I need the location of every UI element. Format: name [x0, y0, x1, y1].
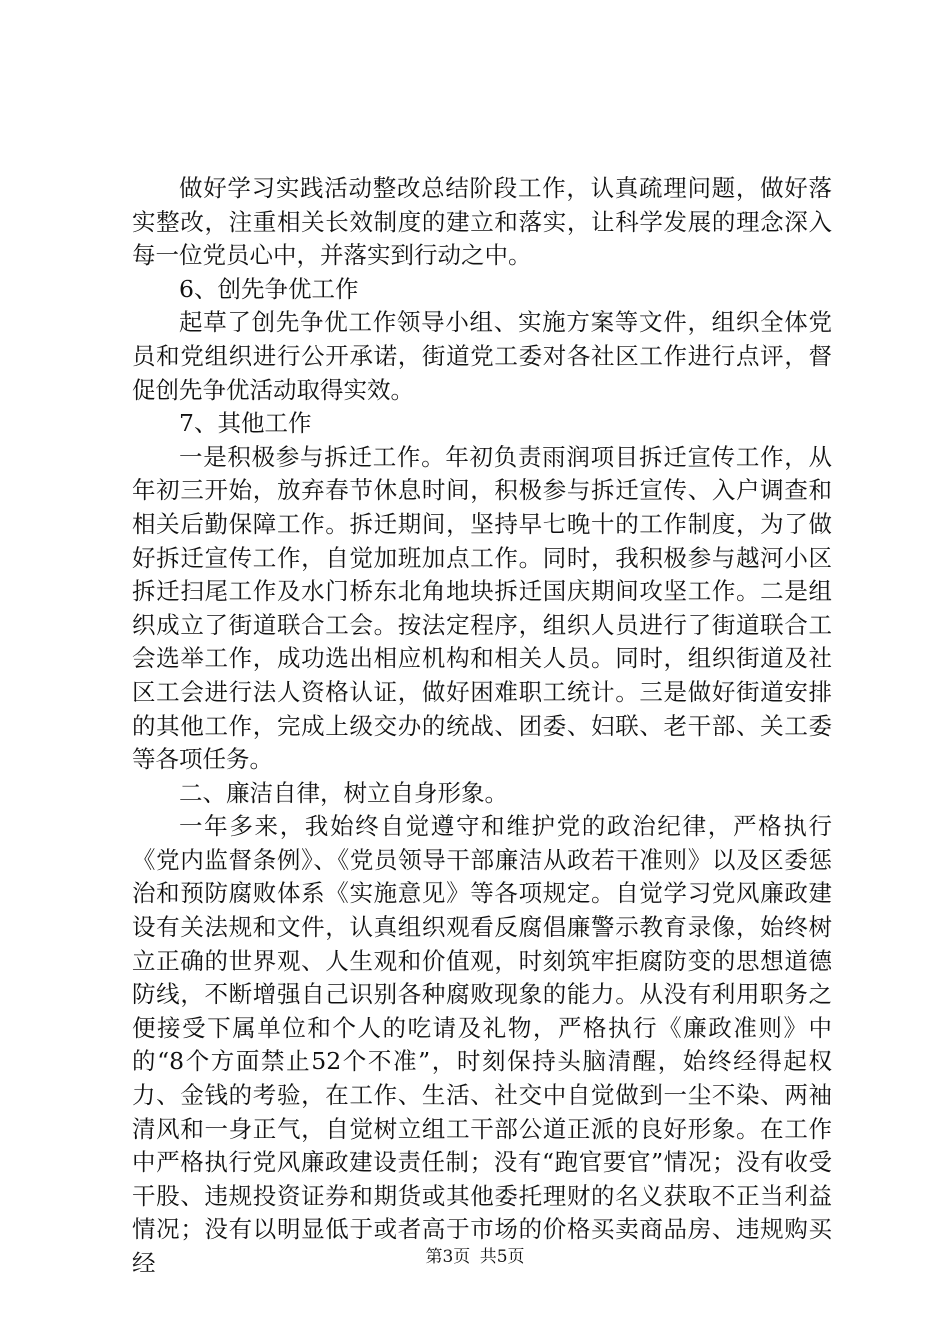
paragraph-other-work: 一是积极参与拆迁工作。年初负责雨润项目拆迁宣传工作，从年初三开始，放弃春节休息时间，积极参与拆迁宣传、入户调查和相关后勤保障工作。拆迁期间，坚持早七晚十的工作制度，为了做好拆迁宣传工作，自觉加班加点工作。同时，我积极参与越河小区拆迁扫尾工作及水门桥东北角地块拆迁国庆期间攻坚工作。二是组织成立了街道联合工会。按法定程序，组织人员进行了街道联合工会选举工作，成功选出相应机构和相关人员。同时，组织街道及社区工会进行法人资格认证，做好困难职工统计。三是做好街道安排的其他工作，完成上级交办的统战、团委、妇联、老干部、关工委等各项任务。 [132, 442, 832, 774]
heading-integrity: 二、廉洁自律，树立自身形象。 [179, 778, 508, 807]
paragraph-rectification: 做好学习实践活动整改总结阶段工作，认真疏理问题，做好落实整改，注重相关长效制度的建立和落实，让科学发展的理念深入每一位党员心中，并落实到行动之中。 [132, 174, 832, 270]
document-body [132, 172, 832, 1281]
paragraph-integrity: 一年多来，我始终自觉遵守和维护党的政治纪律，严格执行《党内监督条例》、《党员领导干部廉洁从政若干准则》以及区委惩治和预防腐败体系《实施意见》等各项规定。自觉学习党风廉政建设有关法规和文件，认真组织观看反腐倡廉警示教育录像，始终树立正确的世界观、人生观和价值观，时刻筑牢拒腐防变的思想道德防线，不断增强自己识别各种腐败现象的能力。从没有利用职务之便接受下属单位和个人的吃请及礼物，严格执行《廉政准则》中的“8个方面禁止52个不准”，时刻保持头脑清醒，始终经得起权力、金钱的考验，在工作、生活、社交中自觉做到一尘不染、两袖清风和一身正气，自觉树立组工干部公道正派的良好形象。在工作中严格执行党风廉政建设责任制；没有“跑官要官”情况；没有收受干股、违规投资证券和期货或其他委托理财的名义获取不正当利益情况；没有以明显低于或者高于市场的价格买卖商品房、违规购买经 [132, 812, 832, 1277]
page-footer [0, 1242, 950, 1267]
paragraph-excellence: 起草了创先争优工作领导小组、实施方案等文件，组织全体党员和党组织进行公开承诺，街道党工委对各社区工作进行点评，督促创先争优活动取得实效。 [132, 308, 832, 404]
page-number: 第3页 [425, 1247, 471, 1267]
heading-excellence-work: 6、创先争优工作 [179, 274, 359, 303]
page-total: 共5页 [479, 1247, 525, 1267]
heading-other-work: 7、其他工作 [179, 409, 312, 438]
